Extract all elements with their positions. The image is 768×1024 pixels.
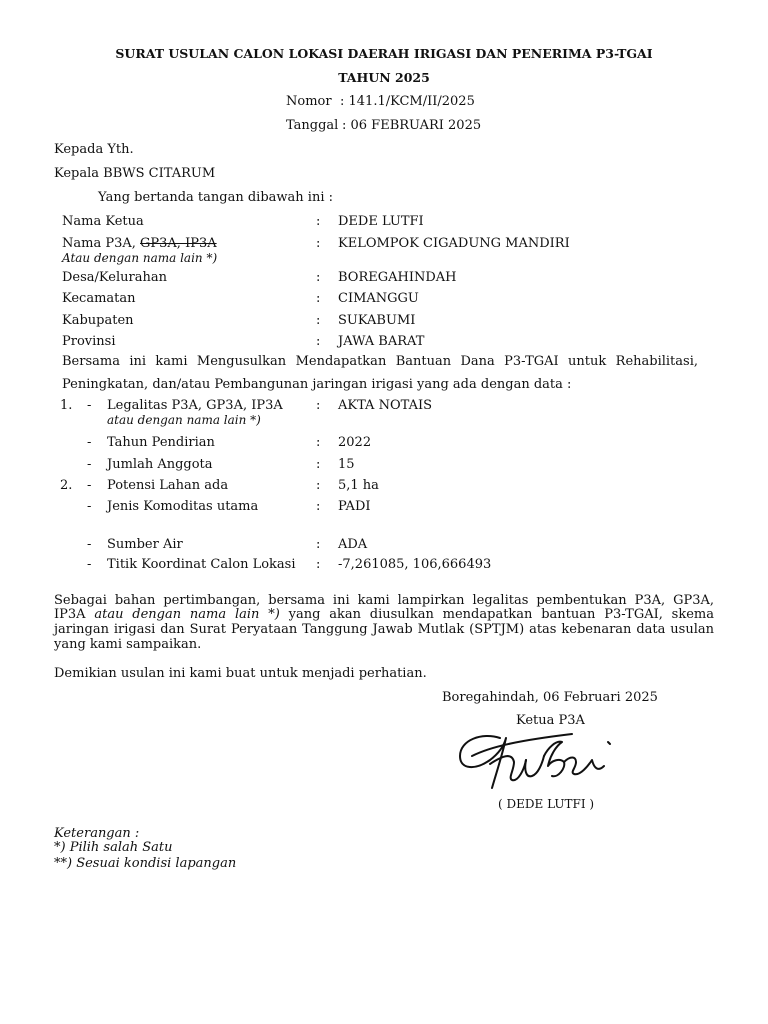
row-provinsi xyxy=(0,334,768,350)
row-nama-ketua xyxy=(0,214,768,230)
data-item-dash: - xyxy=(87,398,92,413)
colon: : xyxy=(316,499,321,514)
data-item-value: 15 xyxy=(338,457,355,472)
desa-value: BOREGAHINDAH xyxy=(338,270,457,285)
data-item-label: Titik Koordinat Calon Lokasi xyxy=(107,557,296,572)
colon: : xyxy=(316,236,321,251)
nama-p3a-label-text: Nama P3A, xyxy=(62,236,136,251)
data-item-value: PADI xyxy=(338,499,371,514)
signature-role: Ketua P3A xyxy=(516,713,585,728)
colon: : xyxy=(316,537,321,552)
data-item-label: Potensi Lahan ada xyxy=(107,478,229,493)
data-item-note: atau dengan nama lain *) xyxy=(107,413,261,427)
provinsi-label: Provinsi xyxy=(62,334,116,349)
colon: : xyxy=(316,398,321,413)
letter-year: TAHUN 2025 xyxy=(338,70,430,85)
data-item-label: Tahun Pendirian xyxy=(107,435,215,450)
consideration-line-4: yang kami sampaikan. xyxy=(54,637,202,652)
consideration-l2a: IP3A xyxy=(54,607,86,622)
data-item-dash: - xyxy=(87,557,92,572)
data-item-value: -7,261085, 106,666493 xyxy=(338,557,492,572)
desa-label: Desa/Kelurahan xyxy=(62,270,167,285)
colon: : xyxy=(316,557,321,572)
data-item-dash: - xyxy=(87,537,92,552)
data-item-label: Jenis Komoditas utama xyxy=(107,499,259,514)
colon: : xyxy=(316,435,321,450)
data-item-row xyxy=(0,478,768,494)
proposal-line-1: Bersama ini kami Mengusulkan Mendapatkan Bantuan Dana P3-TGAI untuk Rehabilitasi, xyxy=(62,354,698,369)
data-item-dash: - xyxy=(87,457,92,472)
row-kecamatan xyxy=(0,291,768,307)
consideration-l2b: atau dengan nama lain *) xyxy=(94,607,280,622)
data-item-row xyxy=(0,499,768,515)
recipient-name: Kepala BBWS CITARUM xyxy=(54,166,216,181)
colon: : xyxy=(316,214,321,229)
data-item-dash: - xyxy=(87,435,92,450)
data-item-row xyxy=(0,537,768,553)
proposal-line-2: Peningkatan, dan/atau Pembangunan jaringan irigasi yang ada dengan data : xyxy=(62,377,572,392)
row-desa xyxy=(0,270,768,286)
nama-p3a-value: KELOMPOK CIGADUNG MANDIRI xyxy=(338,236,570,251)
data-item-dash: - xyxy=(87,478,92,493)
notes-title: Keterangan : xyxy=(54,826,140,841)
data-item-number: 2. xyxy=(60,478,73,493)
kabupaten-value: SUKABUMI xyxy=(338,313,416,328)
data-item-number: 1. xyxy=(60,398,73,413)
tanggal-value: : 06 FEBRUARI 2025 xyxy=(342,118,482,133)
kabupaten-label: Kabupaten xyxy=(62,313,134,328)
data-item-dash: - xyxy=(87,499,92,514)
colon: : xyxy=(316,457,321,472)
notes-item-1: *) Pilih salah Satu xyxy=(54,840,173,855)
data-item-row xyxy=(0,557,768,573)
intro-text: Yang bertanda tangan dibawah ini : xyxy=(98,190,333,205)
colon: : xyxy=(316,478,321,493)
data-item-label: Jumlah Anggota xyxy=(107,457,213,472)
colon: : xyxy=(316,334,321,349)
signature-name: ( DEDE LUTFI ) xyxy=(498,797,595,811)
nomor-value: : 141.1/KCM/II/2025 xyxy=(340,94,475,109)
data-item-value: 5,1 ha xyxy=(338,478,379,493)
consideration-line-3: jaringan irigasi dan Surat Peryataan Tanggung Jawab Mutlak (SPTJM) atas kebenaran data usulan xyxy=(54,622,714,637)
data-item-value: AKTA NOTAIS xyxy=(338,398,433,413)
colon: : xyxy=(316,291,321,306)
closing-text: Demikian usulan ini kami buat untuk menjadi perhatian. xyxy=(54,666,427,681)
row-kabupaten xyxy=(0,313,768,329)
recipient-greeting: Kepada Yth. xyxy=(54,142,134,157)
data-item-label: Legalitas P3A, GP3A, IP3A xyxy=(107,398,283,413)
kecamatan-value: CIMANGGU xyxy=(338,291,419,306)
data-item-row xyxy=(0,435,768,451)
handwritten-signature xyxy=(452,726,622,796)
colon: : xyxy=(316,270,321,285)
data-item-value: 2022 xyxy=(338,435,372,450)
consideration-line-2 xyxy=(54,607,714,623)
notes-item-2: **) Sesuai kondisi lapangan xyxy=(54,856,237,871)
nomor-label: Nomor xyxy=(286,94,332,109)
signature-place-date: Boregahindah, 06 Februari 2025 xyxy=(442,690,658,705)
nama-p3a-note: Atau dengan nama lain *) xyxy=(62,251,218,265)
consideration-l2c: yang akan diusulkan mendapatkan bantuan P3-TGAI, skema xyxy=(288,607,715,622)
kecamatan-label: Kecamatan xyxy=(62,291,136,306)
letter-title: SURAT USULAN CALON LOKASI DAERAH IRIGASI DAN PENERIMA P3-TGAI xyxy=(115,46,653,61)
provinsi-value: JAWA BARAT xyxy=(338,334,425,349)
data-item-value: ADA xyxy=(338,537,368,552)
nama-ketua-value: DEDE LUTFI xyxy=(338,214,424,229)
tanggal-label: Tanggal xyxy=(286,118,339,133)
consideration-line-1: Sebagai bahan pertimbangan, bersama ini kami lampirkan legalitas pembentukan P3A, GP3A, xyxy=(54,593,714,608)
colon: : xyxy=(316,313,321,328)
nama-p3a-struck: GP3A, IP3A xyxy=(140,236,217,251)
nama-ketua-label: Nama Ketua xyxy=(62,214,144,229)
data-item-label: Sumber Air xyxy=(107,537,183,552)
data-item-row xyxy=(0,398,768,427)
data-item-row xyxy=(0,457,768,473)
